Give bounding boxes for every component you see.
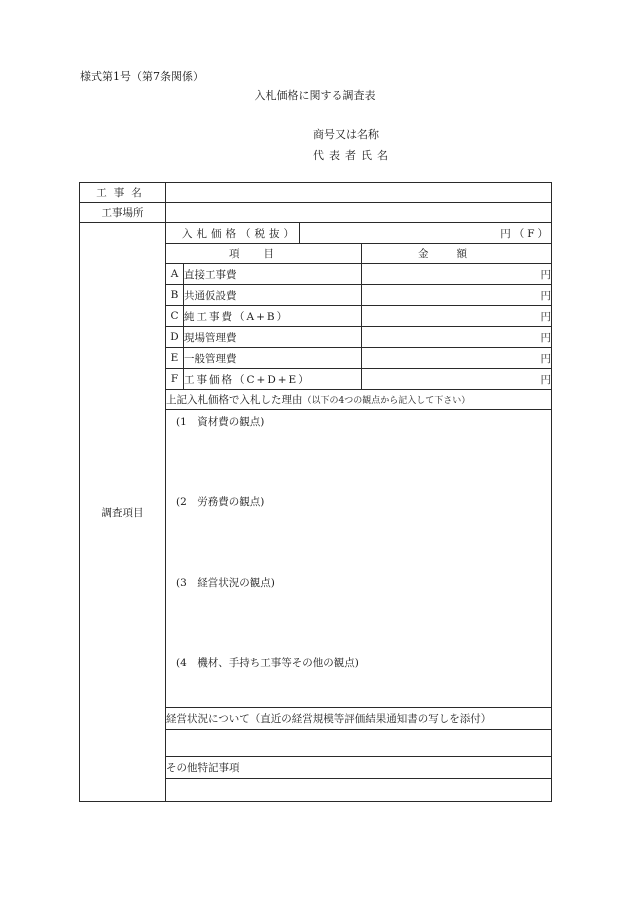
other-notes-field[interactable] — [166, 779, 552, 802]
cost-row-name: 直接工事費 — [184, 264, 362, 285]
cost-row-amount[interactable]: 円 — [362, 369, 552, 390]
cost-row-letter: F — [166, 369, 184, 390]
construction-site-row — [80, 203, 552, 223]
other-notes-label: その他特記事項 — [166, 757, 552, 779]
cost-row-name: 純工事費（A+B） — [184, 306, 362, 327]
cost-row-name: 一般管理費 — [184, 348, 362, 369]
construction-name-row — [80, 183, 552, 203]
cost-row-amount[interactable]: 円 — [362, 285, 552, 306]
representative-label: 代表者氏名 — [313, 149, 393, 162]
survey-items-label: 調査項目 — [80, 223, 166, 802]
viewpoint-label: (1 資材費の観点) — [176, 416, 265, 428]
viewpoint-label: (2 労務費の観点) — [176, 496, 265, 508]
cost-row-name: 現場管理費 — [184, 327, 362, 348]
cost-row-letter: C — [166, 306, 184, 327]
construction-name-label: 工事名 — [80, 183, 166, 203]
cost-row-letter: B — [166, 285, 184, 306]
cost-row-amount[interactable]: 円 — [362, 348, 552, 369]
cost-row-letter: D — [166, 327, 184, 348]
survey-form-table — [79, 182, 552, 802]
bid-price-field[interactable]: 円（F） — [300, 223, 552, 244]
management-status-field[interactable] — [166, 730, 552, 757]
reason-note: （以下の4つの観点から記入して下さい） — [302, 396, 471, 406]
construction-site-label: 工事場所 — [80, 203, 166, 223]
reason-heading — [166, 390, 552, 410]
bid-price-label: 入札価格（税抜） — [166, 223, 300, 244]
reason-heading-text: 上記入札価格で入札した理由 — [166, 394, 303, 406]
cost-row-name: 工事価格（C+D+E） — [184, 369, 362, 390]
trade-name-label: 商号又は名称 — [313, 128, 379, 141]
cost-row-letter: A — [166, 264, 184, 285]
amount-column-header: 金額 — [362, 244, 552, 264]
cost-row-amount[interactable]: 円 — [362, 306, 552, 327]
cost-row-letter: E — [166, 348, 184, 369]
construction-site-field[interactable] — [166, 203, 552, 223]
viewpoints-field[interactable] — [166, 410, 552, 708]
bid-price-row — [80, 223, 552, 244]
viewpoint-label: (4 機材、手持ち工事等その他の観点) — [176, 657, 359, 669]
cost-row-amount[interactable]: 円 — [362, 264, 552, 285]
cost-row-amount[interactable]: 円 — [362, 327, 552, 348]
construction-name-field[interactable] — [166, 183, 552, 203]
cost-row-name: 共通仮設費 — [184, 285, 362, 306]
form-number: 様式第1号（第7条関係） — [80, 70, 204, 83]
management-status-label: 経営状況について（直近の経営規模等評価結果通知書の写しを添付） — [166, 708, 552, 730]
viewpoint-label: (3 経営状況の観点) — [176, 577, 275, 589]
item-column-header: 項目 — [166, 244, 362, 264]
document-title: 入札価格に関する調査表 — [254, 89, 376, 102]
